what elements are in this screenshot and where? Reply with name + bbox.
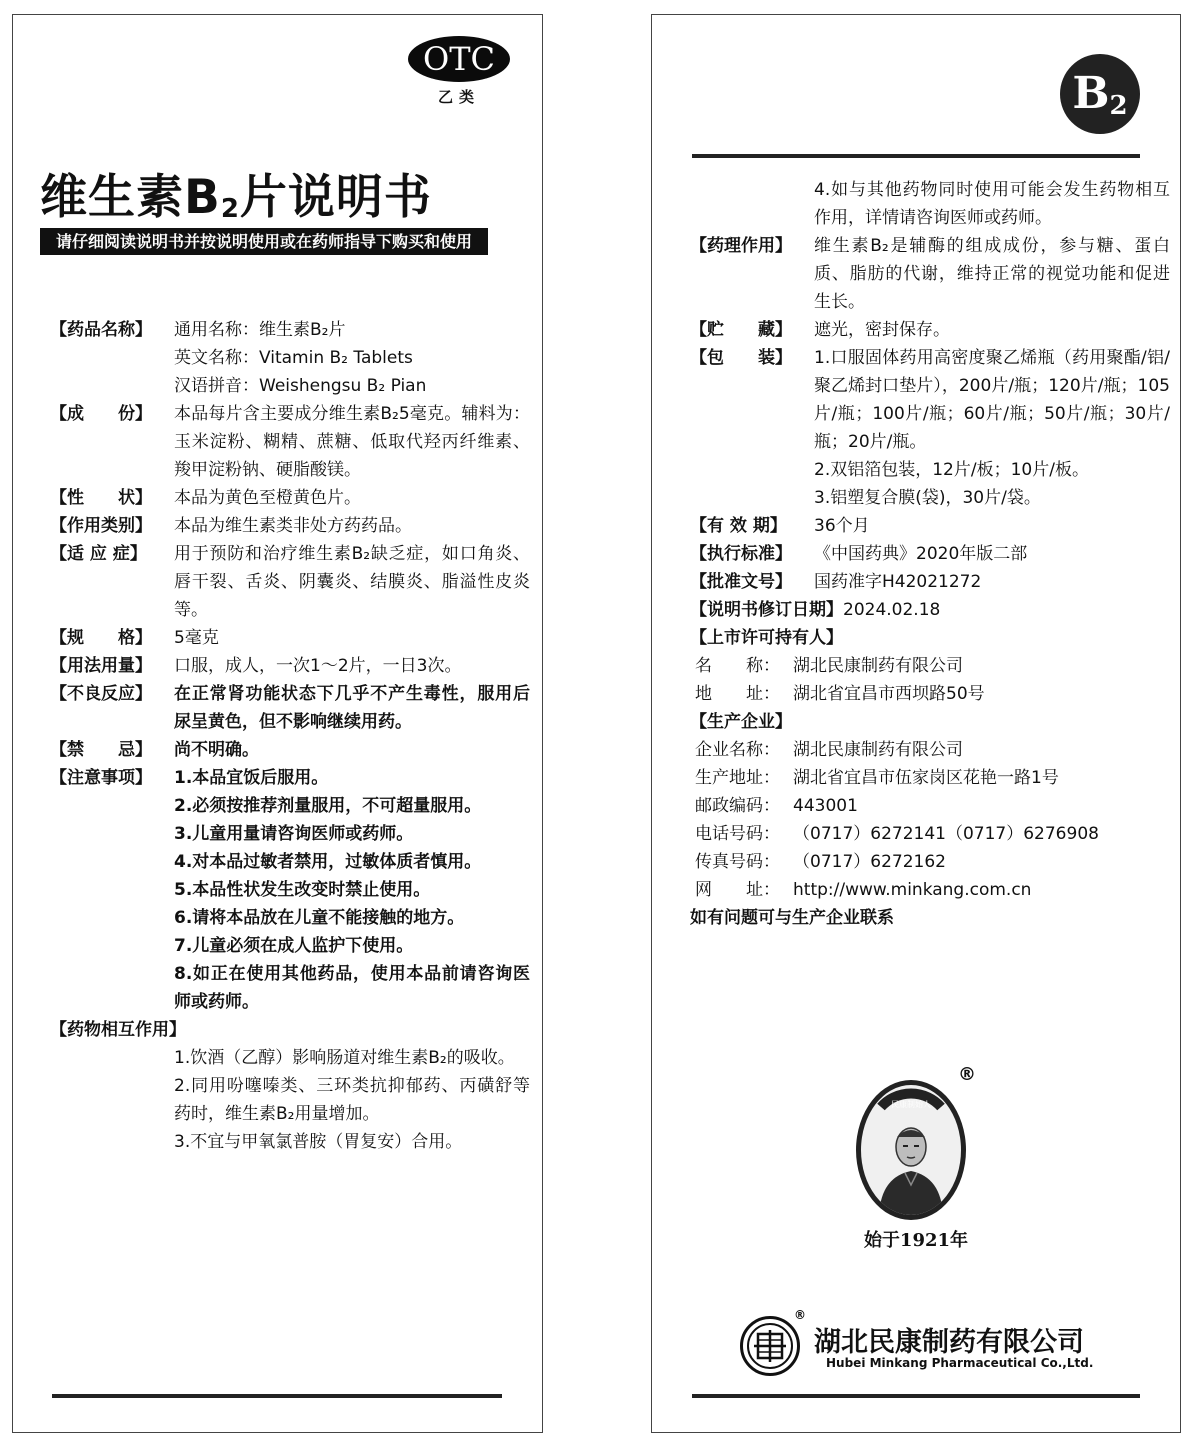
precaution-item: 7.儿童必须在成人监护下使用。 <box>174 936 414 956</box>
precaution-item: 6.请将本品放在儿童不能接触的地方。 <box>174 908 465 928</box>
description-row <box>50 484 530 512</box>
interaction-item: 3.不宜与甲氧氯普胺（胃复安）合用。 <box>174 1132 463 1152</box>
category-row <box>50 512 530 540</box>
indications-label: 【适 应 症】 <box>50 544 147 564</box>
holder-address-row <box>690 680 1170 708</box>
founder-portrait-icon <box>861 1085 961 1215</box>
logo-registered-mark: ® <box>794 1308 806 1322</box>
contact-note: 如有问题可与生产企业联系 <box>690 908 894 928</box>
precaution-item: 8.如正在使用其他药品，使用本品前请咨询医师或药师。 <box>174 964 530 1012</box>
standard-text: 《中国药典》2020年版二部 <box>814 544 1028 564</box>
holder-address-value: 湖北省宜昌市西坝路50号 <box>793 684 985 704</box>
mfr-address-row <box>690 764 1170 792</box>
dosage-text: 口服，成人，一次1～2片，一日3次。 <box>174 656 462 676</box>
pinyin-name: 汉语拼音：Weishengsu B₂ Pian <box>174 376 427 396</box>
standard-label: 【执行标准】 <box>690 544 792 564</box>
precautions-label: 【注意事项】 <box>50 768 152 788</box>
storage-text: 遮光，密封保存。 <box>814 320 950 340</box>
website-key: 网 址： <box>695 880 780 900</box>
drug-name-label: 【药品名称】 <box>50 320 152 340</box>
interactions-label: 【药物相互作用】 <box>50 1020 186 1040</box>
storage-row <box>690 316 1170 344</box>
read-carefully-banner: 请仔细阅读说明书并按说明使用或在药师指导下购买和使用 <box>40 228 488 255</box>
holder-address-key: 地 址： <box>695 684 780 704</box>
composition-row <box>50 400 530 484</box>
adverse-text: 在正常肾功能状态下几乎不产生毒性，服用后尿呈黄色，但不影响继续用药。 <box>174 684 530 732</box>
specification-label: 【规 格】 <box>50 628 152 648</box>
website-row <box>690 876 1170 904</box>
indications-row <box>50 540 530 624</box>
emblem-arc-text: 民康制始人 <box>891 1100 931 1109</box>
precaution-item: 5.本品性状发生改变时禁止使用。 <box>174 880 431 900</box>
phone-row <box>690 820 1170 848</box>
right-top-rule <box>692 154 1140 158</box>
title-subscript: 2 <box>220 194 240 224</box>
contraindications-label: 【禁 忌】 <box>50 740 152 760</box>
leaflet-title <box>40 160 432 227</box>
right-bottom-rule <box>692 1394 1140 1398</box>
generic-name: 通用名称：维生素B₂片 <box>174 320 346 340</box>
mfr-address-value: 湖北省宜昌市伍家岗区花艳一路1号 <box>793 768 1059 788</box>
company-name-en: Hubei Minkang Pharmaceutical Co.,Ltd. <box>826 1356 1094 1370</box>
validity-row <box>690 512 1170 540</box>
mfr-name-row <box>690 736 1170 764</box>
indications-text: 用于预防和治疗维生素B₂缺乏症，如口角炎、唇干裂、舌炎、阴囊炎、结膜炎、脂溢性皮炎等。 <box>174 544 530 620</box>
composition-text: 本品每片含主要成分维生素B₂5毫克。辅料为：玉米淀粉、糊精、蔗糖、低取代羟丙纤维素、羧甲淀粉钠、硬脂酸镁。 <box>174 404 530 480</box>
drug-name-row <box>50 316 530 400</box>
dosage-row <box>50 652 530 680</box>
fax-value: （0717）6272162 <box>793 852 946 872</box>
precautions-row <box>50 764 530 1016</box>
packaging-item: 1.口服固体药用高密度聚乙烯瓶（药用聚酯/铝/聚乙烯封口垫片），200片/瓶；120片/瓶；105片/瓶；100片/瓶；60片/瓶；50片/瓶；30片/瓶；20片/瓶。 <box>814 348 1170 452</box>
phone-key: 电话号码： <box>695 824 780 844</box>
packaging-item: 2.双铝箔包装，12片/板；10片/板。 <box>814 460 1089 480</box>
approval-label: 【批准文号】 <box>690 572 792 592</box>
contraindications-text: 尚不明确。 <box>174 740 259 760</box>
dosage-label: 【用法用量】 <box>50 656 152 676</box>
registered-mark: ® <box>958 1064 976 1085</box>
vitamin-b2-badge <box>1060 54 1140 134</box>
phone-value: （0717）6272141（0717）6276908 <box>793 824 1099 844</box>
zip-value: 443001 <box>793 796 858 816</box>
packaging-label: 【包 装】 <box>690 348 792 368</box>
manufacturer-label: 【生产企业】 <box>690 712 792 732</box>
holder-name-value: 湖北民康制药有限公司 <box>793 656 963 676</box>
holder-name-row <box>690 652 1170 680</box>
contraindications-row <box>50 736 530 764</box>
right-content <box>690 176 1170 932</box>
precaution-item: 4.对本品过敏者禁用，过敏体质者慎用。 <box>174 852 482 872</box>
composition-label: 【成 份】 <box>50 404 152 424</box>
left-content <box>50 316 530 1156</box>
revision-date-label: 【说明书修订日期】 <box>690 600 843 620</box>
left-bottom-rule <box>52 1394 502 1398</box>
description-label: 【性 状】 <box>50 488 152 508</box>
fax-key: 传真号码： <box>695 852 780 872</box>
standard-row <box>690 540 1170 568</box>
revision-date-row <box>690 596 1170 624</box>
validity-label: 【有 效 期】 <box>690 516 787 536</box>
pharmacology-row <box>690 232 1170 316</box>
interaction-item: 4.如与其他药物同时使用可能会发生药物相互作用，详情请咨询医师或药师。 <box>814 180 1170 228</box>
interactions-continued <box>690 176 1170 232</box>
english-name: 英文名称：Vitamin B₂ Tablets <box>174 348 413 368</box>
pharmacology-label: 【药理作用】 <box>690 236 792 256</box>
since-1921-label: 始于1921年 <box>863 1230 969 1251</box>
founder-portrait-emblem <box>856 1080 966 1220</box>
interaction-item: 2.同用吩噻嗪类、三环类抗抑郁药、丙磺舒等药时，维生素B₂用量增加。 <box>174 1076 530 1124</box>
precaution-item: 3.儿童用量请咨询医师或药师。 <box>174 824 414 844</box>
mfr-address-key: 生产地址： <box>695 768 780 788</box>
company-logo-icon <box>740 1316 800 1376</box>
otc-badge: OTC <box>408 36 510 82</box>
title-tail: 片说明书 <box>239 170 432 225</box>
description-text: 本品为黄色至橙黄色片。 <box>174 488 361 508</box>
adverse-row <box>50 680 530 736</box>
holder-label: 【上市许可持有人】 <box>690 628 843 648</box>
revision-date-text: 2024.02.18 <box>843 600 941 620</box>
packaging-list <box>814 344 1170 512</box>
adverse-label: 【不良反应】 <box>50 684 152 704</box>
category-text: 本品为维生素类非处方药药品。 <box>174 516 412 536</box>
mfr-name-value: 湖北民康制药有限公司 <box>793 740 963 760</box>
mfr-name-key: 企业名称： <box>695 740 780 760</box>
packaging-row <box>690 344 1170 512</box>
otc-class-label: 乙类 <box>437 88 480 106</box>
category-label: 【作用类别】 <box>50 516 152 536</box>
interactions-list <box>50 1044 530 1156</box>
b2-subscript: 2 <box>1109 91 1128 121</box>
packaging-item: 3.铝塑复合膜(袋)，30片/袋。 <box>814 488 1041 508</box>
validity-text: 36个月 <box>814 516 870 536</box>
b2-main: B <box>1072 68 1110 119</box>
approval-row <box>690 568 1170 596</box>
title-main: 维生素B <box>40 170 221 225</box>
company-name-cn: 湖北民康制药有限公司 <box>814 1327 1084 1358</box>
website-value: http://www.minkang.com.cn <box>793 880 1032 900</box>
storage-label: 【贮 藏】 <box>690 320 792 340</box>
drug-name-values <box>174 316 530 400</box>
zip-key: 邮政编码： <box>695 796 780 816</box>
fax-row <box>690 848 1170 876</box>
zip-row <box>690 792 1170 820</box>
specification-row <box>50 624 530 652</box>
precautions-list <box>174 764 530 1016</box>
precaution-item: 2.必须按推荐剂量服用，不可超量服用。 <box>174 796 482 816</box>
specification-text: 5毫克 <box>174 628 219 648</box>
holder-name-key: 名 称： <box>695 656 780 676</box>
interaction-item: 1.饮酒（乙醇）影响肠道对维生素B₂的吸收。 <box>174 1048 515 1068</box>
precaution-item: 1.本品宜饭后服用。 <box>174 768 329 788</box>
pharmacology-text: 维生素B₂是辅酶的组成成份，参与糖、蛋白质、脂肪的代谢，维持正常的视觉功能和促进生长。 <box>814 236 1170 312</box>
approval-text: 国药准字H42021272 <box>814 572 982 592</box>
